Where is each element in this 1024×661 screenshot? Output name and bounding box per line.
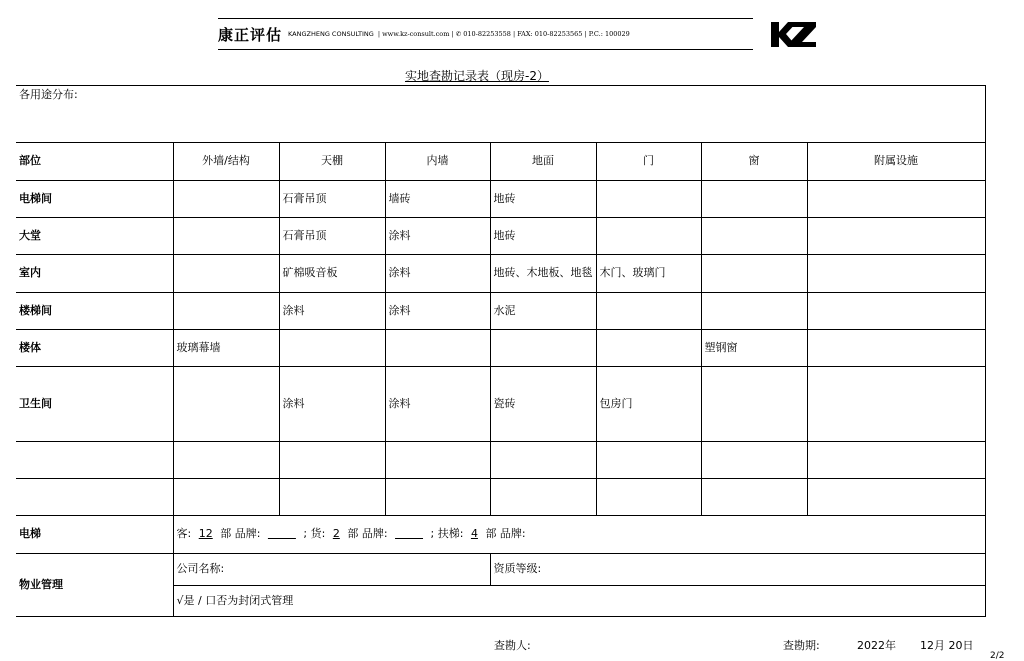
brand-name-cn: 康正评估 bbox=[218, 25, 283, 44]
table-cell bbox=[490, 479, 596, 516]
table-cell bbox=[596, 293, 701, 330]
brand-blank bbox=[264, 527, 300, 540]
column-header: 部位 bbox=[16, 143, 173, 181]
unit-brand-label: 部 品牌: bbox=[347, 527, 388, 541]
row-label: 楼体 bbox=[16, 330, 173, 367]
table-cell bbox=[173, 181, 279, 218]
table-cell: 水泥 bbox=[490, 293, 596, 330]
table-cell: 涂料 bbox=[385, 367, 490, 442]
table-cell bbox=[385, 479, 490, 516]
survey-date-label: 查勘期: bbox=[783, 639, 820, 652]
elevator-row bbox=[16, 516, 985, 554]
page-number: 2/2 bbox=[990, 651, 1005, 661]
property-row bbox=[16, 554, 985, 586]
cargo-label: ; 货: bbox=[303, 527, 326, 541]
row-label: 室内 bbox=[16, 255, 173, 293]
closed-management-cell: √是 / 口否为封闭式管理 bbox=[173, 586, 985, 617]
table-cell bbox=[596, 479, 701, 516]
table-cell bbox=[16, 442, 173, 479]
brand-blank bbox=[391, 527, 427, 540]
table-cell bbox=[701, 479, 807, 516]
table-header-row bbox=[16, 143, 985, 181]
escalator-count: 4 bbox=[470, 527, 478, 541]
table-cell bbox=[279, 479, 385, 516]
table-cell bbox=[596, 442, 701, 479]
row-label: 大堂 bbox=[16, 218, 173, 255]
column-header: 地面 bbox=[490, 143, 596, 181]
table-cell bbox=[596, 330, 701, 367]
table-cell bbox=[279, 442, 385, 479]
table-cell: 石膏吊顶 bbox=[279, 218, 385, 255]
table-cell: 瓷砖 bbox=[490, 367, 596, 442]
table-cell bbox=[807, 367, 985, 442]
escalator-brand-label: 部 品牌: bbox=[485, 527, 526, 541]
table-cell bbox=[173, 479, 279, 516]
company-name-cell: 公司名称: bbox=[173, 554, 490, 586]
table-cell bbox=[385, 330, 490, 367]
table-cell bbox=[173, 442, 279, 479]
row-label: 电梯间 bbox=[16, 181, 173, 218]
form-title: 实地查勘记录表（现房-2） bbox=[405, 69, 549, 83]
row-label: 电梯 bbox=[16, 516, 173, 554]
table-cell bbox=[173, 218, 279, 255]
table-cell bbox=[701, 293, 807, 330]
table-row bbox=[16, 479, 985, 516]
table-cell: 地砖、木地板、地毯 bbox=[490, 255, 596, 293]
unit-brand-label: 部 品牌: bbox=[220, 527, 261, 541]
table-cell bbox=[807, 330, 985, 367]
table-cell bbox=[701, 367, 807, 442]
table-cell: 涂料 bbox=[385, 293, 490, 330]
table-cell: 地砖 bbox=[490, 218, 596, 255]
row-label: 物业管理 bbox=[16, 554, 173, 617]
table-cell bbox=[701, 255, 807, 293]
table-cell: 木门、玻璃门 bbox=[596, 255, 701, 293]
table-cell bbox=[173, 367, 279, 442]
passenger-label: 客: bbox=[176, 527, 192, 541]
column-header: 外墙/结构 bbox=[173, 143, 279, 181]
table-row bbox=[16, 181, 985, 218]
table-cell bbox=[701, 442, 807, 479]
table-cell bbox=[490, 330, 596, 367]
kz-logo-icon bbox=[768, 16, 818, 52]
row-label: 楼梯间 bbox=[16, 293, 173, 330]
column-header: 内墙 bbox=[385, 143, 490, 181]
column-header: 附属设施 bbox=[807, 143, 985, 181]
survey-date: 12月 20日 bbox=[920, 639, 974, 652]
table-cell bbox=[279, 330, 385, 367]
surveyor-label: 查勘人: bbox=[494, 639, 531, 652]
qualification-cell: 资质等级: bbox=[490, 554, 985, 586]
table-cell: 包房门 bbox=[596, 367, 701, 442]
table-cell bbox=[701, 218, 807, 255]
table-cell bbox=[596, 181, 701, 218]
table-cell: 玻璃幕墙 bbox=[173, 330, 279, 367]
table-cell: 石膏吊顶 bbox=[279, 181, 385, 218]
elevator-details bbox=[173, 516, 985, 554]
survey-year: 2022年 bbox=[857, 639, 896, 652]
usage-distribution: 各用途分布: bbox=[16, 86, 985, 143]
table-cell bbox=[385, 442, 490, 479]
escalator-label: ; 扶梯: bbox=[430, 527, 464, 541]
table-cell bbox=[596, 218, 701, 255]
table-cell bbox=[807, 442, 985, 479]
letterhead bbox=[218, 18, 753, 50]
table-cell bbox=[16, 479, 173, 516]
table-row bbox=[16, 255, 985, 293]
table-cell bbox=[807, 181, 985, 218]
table-cell: 涂料 bbox=[385, 218, 490, 255]
table-cell: 矿棉吸音板 bbox=[279, 255, 385, 293]
table-row bbox=[16, 218, 985, 255]
column-header: 门 bbox=[596, 143, 701, 181]
table-cell bbox=[807, 218, 985, 255]
table-cell bbox=[807, 255, 985, 293]
survey-table bbox=[16, 85, 986, 617]
table-cell: 地砖 bbox=[490, 181, 596, 218]
cargo-count: 2 bbox=[332, 527, 340, 541]
column-header: 窗 bbox=[701, 143, 807, 181]
table-cell: 涂料 bbox=[279, 293, 385, 330]
table-cell bbox=[490, 442, 596, 479]
table-cell bbox=[701, 181, 807, 218]
table-row bbox=[16, 367, 985, 442]
contact-info: | www.kz-consult.com | ✆ 010-82253558 | FAX: 010-82253565 | P.C.: 100029 bbox=[377, 30, 630, 38]
table-cell: 涂料 bbox=[279, 367, 385, 442]
brand-name-en: KANGZHENG CONSULTING bbox=[288, 30, 374, 38]
table-cell: 塑钢窗 bbox=[701, 330, 807, 367]
table-cell bbox=[807, 479, 985, 516]
table-row bbox=[16, 293, 985, 330]
table-cell bbox=[173, 293, 279, 330]
passenger-count: 12 bbox=[198, 527, 213, 541]
row-label: 卫生间 bbox=[16, 367, 173, 442]
table-cell bbox=[807, 293, 985, 330]
table-cell bbox=[173, 255, 279, 293]
table-cell: 涂料 bbox=[385, 255, 490, 293]
table-row bbox=[16, 442, 985, 479]
table-row bbox=[16, 330, 985, 367]
table-cell: 墙砖 bbox=[385, 181, 490, 218]
usage-row bbox=[16, 86, 985, 143]
column-header: 天棚 bbox=[279, 143, 385, 181]
